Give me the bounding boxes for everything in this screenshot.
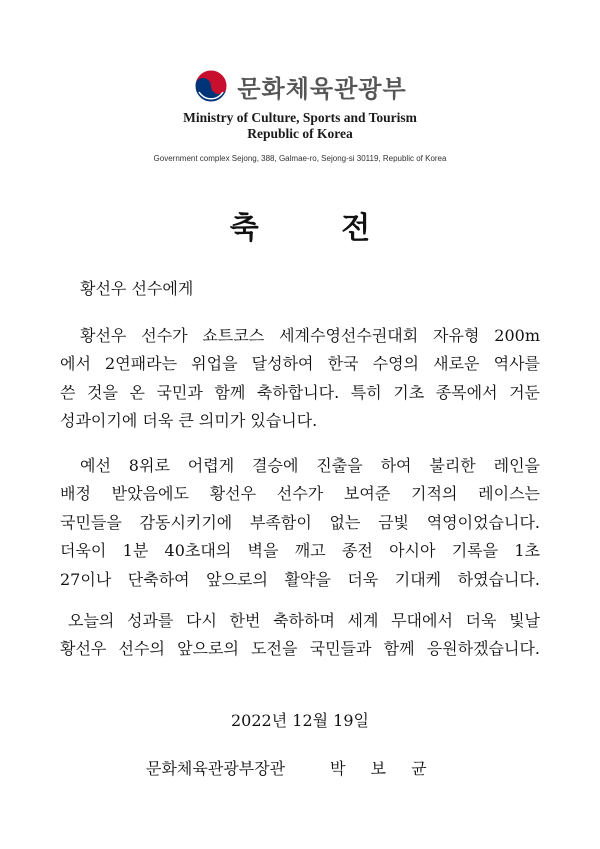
signer-title: 문화체육관광부장관 xyxy=(146,759,286,778)
org-english-line2: Republic of Korea xyxy=(247,126,353,141)
paragraph-3 xyxy=(60,607,540,664)
logo-row xyxy=(0,68,600,104)
paragraph-1 xyxy=(60,322,540,436)
org-english-name xyxy=(0,110,600,142)
paragraph-2-line: 배정 받았음에도 황선우 선수가 보여준 기적의 레이스는 xyxy=(60,484,540,504)
paragraph-1-line: 쓴 것을 온 국민과 함께 축하합니다. 특히 기초 종목에서 거둔 xyxy=(60,382,540,402)
org-english-line1: Ministry of Culture, Sports and Tourism xyxy=(183,110,417,125)
paragraph-3-line: 황선우 선수의 앞으로의 도전을 국민들과 함께 응원하겠습니다. xyxy=(60,639,540,659)
paragraph-2-line: 27이나 단축하여 앞으로의 활약을 더욱 기대케 하였습니다. xyxy=(60,569,540,589)
paragraph-1-line: 에서 2연패라는 위업을 달성하여 한국 수영의 새로운 역사를 xyxy=(60,354,540,374)
paragraph-2-line: 예선 8위로 어렵게 결승에 진출을 하여 불리한 레인을 xyxy=(80,456,540,475)
paragraph-1-line: 황선우 선수가 쇼트코스 세계수영선수권대회 자유형 200m xyxy=(80,326,540,345)
paragraph-2-line: 국민들을 감동시키기에 부족함이 없는 금빛 역영이었습니다. xyxy=(60,512,540,532)
letterhead xyxy=(0,68,600,163)
signer-name: 박 보 균 xyxy=(330,759,437,778)
document-title: 축 전 xyxy=(229,211,407,246)
taegeuk-emblem-icon xyxy=(193,68,229,104)
paragraph-2-line: 더욱이 1분 40초대의 벽을 깨고 종전 아시아 기록을 1초 xyxy=(60,541,540,561)
paragraph-1-line: 성과이기에 더욱 큰 의미가 있습니다. xyxy=(60,411,318,431)
salutation: 황선우 선수에게 xyxy=(80,279,194,298)
document-date: 2022년 12월 19일 xyxy=(231,711,369,730)
org-address: Government complex Sejong, 388, Galmae-ro, Sejong-si 30119, Republic of Korea xyxy=(153,154,447,163)
org-korean-name: 문화체육관광부 xyxy=(237,74,407,103)
paragraph-3-line: 오늘의 성과를 다시 한번 축하하며 세계 무대에서 더욱 빛날 xyxy=(68,611,540,630)
paragraph-2 xyxy=(60,452,540,594)
